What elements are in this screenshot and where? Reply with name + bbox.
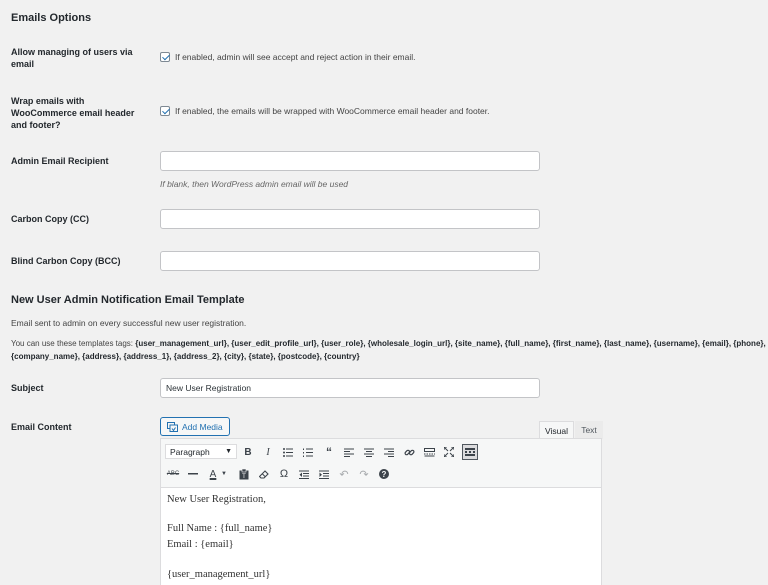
horizontal-line-icon[interactable] — [185, 466, 201, 482]
paste-text-icon[interactable] — [236, 466, 252, 482]
admin-email-recipient-input[interactable] — [160, 151, 540, 171]
allow-managing-label: Allow managing of users via email — [11, 47, 133, 69]
new-user-template-description: Email sent to admin on every successful new user registration. — [11, 318, 247, 328]
bullet-list-icon[interactable] — [280, 444, 296, 460]
blind-carbon-copy-label: Blind Carbon Copy (BCC) — [11, 256, 121, 266]
wrap-emails-checkbox[interactable] — [160, 106, 170, 116]
new-user-template-title: New User Admin Notification Email Template — [11, 294, 245, 306]
subject-input[interactable] — [160, 378, 540, 398]
redo-icon[interactable]: ↷ — [359, 468, 369, 481]
editor-line: Email : {email} — [167, 539, 234, 550]
allow-managing-checkbox[interactable] — [160, 52, 170, 62]
template-tags-line1: {user_management_url}, {user_edit_profile_url}, {user_role}, {wholesale_login_url}, {site_name}, {full_name}, {first_name}, {last_name}, {username}, {email}, {phone}, — [135, 339, 766, 348]
numbered-list-icon[interactable] — [300, 444, 316, 460]
outdent-icon[interactable] — [296, 466, 312, 482]
blind-carbon-copy-input[interactable] — [160, 251, 540, 271]
format-select-value: Paragraph — [170, 446, 210, 457]
undo-icon[interactable]: ↶ — [339, 468, 349, 481]
format-select[interactable] — [165, 444, 237, 459]
read-more-icon[interactable] — [421, 444, 437, 460]
link-icon[interactable] — [401, 444, 417, 460]
media-icon — [167, 422, 178, 432]
add-media-button[interactable] — [160, 417, 230, 436]
template-tags-intro: You can use these templates tags: — [11, 339, 134, 348]
tab-text[interactable]: Text — [575, 421, 603, 439]
email-content-label: Email Content — [11, 422, 72, 432]
subject-label: Subject — [11, 383, 44, 393]
italic-icon[interactable]: I — [266, 446, 270, 458]
fullscreen-icon[interactable] — [441, 444, 457, 460]
bold-icon[interactable]: B — [244, 446, 252, 458]
wrap-emails-description: If enabled, the emails will be wrapped with WooCommerce email header and footer. — [175, 106, 490, 116]
editor-line: {user_management_url} — [167, 569, 271, 580]
editor-line: New User Registration, — [167, 494, 266, 505]
admin-email-recipient-label: Admin Email Recipient — [11, 156, 109, 166]
carbon-copy-label: Carbon Copy (CC) — [11, 214, 89, 224]
emails-options-title: Emails Options — [11, 12, 92, 24]
text-color-icon[interactable]: A — [209, 468, 217, 480]
svg-text:T: T — [242, 473, 246, 480]
align-right-icon[interactable] — [381, 444, 397, 460]
carbon-copy-input[interactable] — [160, 209, 540, 229]
align-center-icon[interactable] — [361, 444, 377, 460]
template-tags-line2: {company_name}, {address}, {address_1}, {address_2}, {city}, {state}, {postcode}, {country} — [11, 352, 360, 361]
editor-content[interactable] — [161, 487, 601, 585]
editor-line: Full Name : {full_name} — [167, 523, 273, 534]
strikethrough-icon[interactable]: ABC — [166, 471, 180, 477]
clear-formatting-icon[interactable] — [256, 466, 272, 482]
chevron-down-icon: ▼ — [225, 448, 232, 455]
svg-text:?: ? — [381, 470, 387, 479]
text-color-chevron-icon[interactable]: ▼ — [221, 471, 227, 477]
editor — [160, 438, 602, 585]
admin-email-recipient-hint: If blank, then WordPress admin email will be used — [160, 179, 349, 189]
allow-managing-description: If enabled, admin will see accept and reject action in their email. — [175, 52, 416, 62]
toolbar-toggle-icon[interactable] — [462, 444, 478, 460]
blockquote-icon[interactable]: “ — [326, 445, 332, 459]
tab-visual[interactable]: Visual — [539, 421, 574, 439]
wrap-emails-label: Wrap emails with WooCommerce email header and footer? — [11, 96, 135, 130]
template-tags — [11, 337, 766, 363]
add-media-label: Add Media — [182, 421, 223, 432]
indent-icon[interactable] — [316, 466, 332, 482]
align-left-icon[interactable] — [341, 444, 357, 460]
special-character-icon[interactable]: Ω — [279, 468, 289, 480]
help-icon[interactable] — [376, 466, 392, 482]
